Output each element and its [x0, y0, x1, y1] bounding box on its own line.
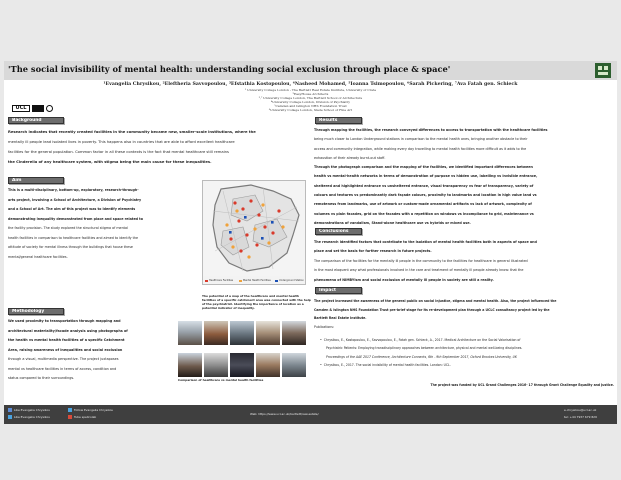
- facility-photo: [256, 353, 280, 377]
- section-heading-methodology: Methodology: [8, 308, 64, 315]
- facility-photo: [204, 353, 228, 377]
- footer-link[interactable]: Like Evangelia Chrysikou: [14, 415, 50, 419]
- publication-item-cont: Proceedings of the AAE 2017 Conference, Architecture Connects, 6th - 9th September 2017, Oxford Brookes University, UK: [326, 354, 517, 359]
- facility-photo: [230, 321, 254, 345]
- impact-text: [314, 297, 614, 331]
- publication-item: • Chrysikou, E., 2017. The social invisibility of mental health facilities. London: UCL.: [320, 363, 451, 368]
- text-line: mental vs healthcare facilities in terms of access, condition and: [8, 366, 117, 371]
- facility-photo: [230, 353, 254, 377]
- text-line: health facilities in comparison to healthcare facilities and aimed to identify the: [8, 235, 139, 240]
- affiliation-line: ¹ University College London - The Bartlett Real Estate Institute, University of Crete: [244, 88, 377, 92]
- footer-email[interactable]: e.chrysikou@ucl.ac.uk: [564, 408, 597, 412]
- text-line: Area, raising awareness of inequalities and social exclusion: [8, 347, 123, 352]
- partner-logo-round: [46, 105, 53, 112]
- twitter-icon: [68, 408, 72, 412]
- legend-item: Healthcare Facilities: [205, 279, 233, 282]
- footer-url[interactable]: Web: https://www.ucl.ac.uk/bartlett/real-estate/: [250, 412, 319, 416]
- publications-list: [320, 336, 614, 370]
- text-line: sheltered and highlighted entrance vs unsheltered entrance, visual transparency vs fear of transparency, variety of: [314, 183, 534, 188]
- section-heading-background: Background: [8, 117, 64, 124]
- legend-item: Underground Station: [275, 279, 304, 282]
- methodology-text: [8, 317, 174, 384]
- text-line: demonstrations of vandalism, Stand-alone healthcare use vs hybrids or mixed use.: [314, 220, 471, 225]
- text-line: colours and textures vs predominantly dark façade colours, proximity to landmarks and location in high value land vs: [314, 193, 537, 198]
- text-line: This is a multi-disciplinary, bottom-up, exploratory, research-through-: [8, 188, 139, 192]
- facility-photo: [282, 321, 306, 345]
- poster-title: 'The social invisibility of mental health: understanding social exclusion through place & space': [8, 64, 451, 74]
- text-line: The research identified factors that contribute to the isolation of mental health facilities both in aspects of space and: [314, 240, 537, 244]
- funding-note: The project was funded by UCL Grand Challenges 2016- 17 through Grant Challenge Equality and Justice.: [430, 383, 614, 387]
- ucl-logo: UCL: [12, 105, 30, 112]
- institution-logo: [595, 63, 611, 78]
- aim-text: [8, 186, 196, 262]
- text-line: place and set the basis for further research in future projects.: [314, 249, 432, 254]
- facility-photo: [282, 353, 306, 377]
- section-heading-results: Results: [315, 117, 362, 124]
- publication-item-cont: Psychiatric Patients: Employing transdisciplinary approaches between architecture, physical and mental well-being disciplines.: [326, 346, 523, 351]
- background-text: [8, 127, 308, 167]
- poster: [4, 61, 617, 424]
- text-line: status compared to their surroundings.: [8, 376, 75, 380]
- text-line: mentally ill people lead isolated lives in poverty. This happens also in countries that are able to afford excellent healthcare: [8, 140, 235, 144]
- text-line: the Cinderella of any healthcare system, with stigma being the main cause for these inequalities.: [8, 160, 212, 164]
- text-line: Research indicates that recently created facilities in the community became new, smaller-scale institutions, where the: [8, 130, 256, 134]
- affiliation-line: ²EasyHouse Architects: [292, 92, 329, 96]
- publications-label: Publications:: [314, 324, 334, 329]
- facility-photo: [178, 353, 202, 377]
- facility-photo: [256, 321, 280, 345]
- poster-footer: [4, 405, 617, 424]
- publication-item: • Chrysikou, E., Kostopoulou, E., Savvopoulou, E., Fatah gen. Schieck, A., 2017. Medical Architecture on the Social Valorisation of: [320, 338, 521, 342]
- text-line: facilities for the general population. Common factor in all these contexts is the fact that mental healthcare still remains: [8, 150, 229, 154]
- footer-link[interactable]: Like Evangelia Chrysikou: [14, 408, 50, 412]
- text-line: attitude of society for mental illness through the buildings that house these: [8, 245, 133, 249]
- photos-caption: Comparison of healthcare vs mental health facilities: [178, 378, 264, 382]
- twitter-icon: [8, 415, 12, 419]
- map-caption: The potential of a map of the healthcare and mental health facilities of a specific catchment area was connected with the help of the psychiatrist. Identifying the importance of location as a potential indicator of inequality.: [202, 294, 311, 310]
- section-heading-impact: Impact: [315, 287, 362, 294]
- text-line: Through the photograph comparison and the mapping of the facilities, we identified important differences between: [314, 165, 533, 170]
- text-line: Through mapping the facilities, the research conveyed differences to access to transportation with the healthcare facilities: [314, 128, 548, 132]
- affiliation-line: ⁵Camden and Islington NHS Foundation Trust: [274, 104, 347, 108]
- text-line: phenomena of NIMBYism and social exclusion of mentally ill people in society are still a reality.: [314, 277, 494, 282]
- section-heading-conclusions: Conclusions: [315, 228, 362, 235]
- facebook-icon: [8, 408, 12, 412]
- text-line: access and community integration, while making every day travelling to mental health facilities more difficult as it adds to the: [314, 146, 527, 151]
- map-legend: [203, 276, 306, 285]
- footer-link[interactable]: Follow Evangelia Chrysikou: [74, 408, 114, 412]
- facility-photo: [204, 321, 228, 345]
- text-line: The comparison of the facilities for the mentally ill people in the community to the facilities for healthcare in general illustrated: [314, 258, 528, 263]
- facility-photo: [178, 321, 202, 345]
- text-line: mental/general healthcare facilities.: [8, 254, 68, 259]
- text-line: in the most eloquent way what professionals involved in the care and treatment of mentally ill people already know: that the: [314, 268, 524, 273]
- text-line: volumes vs plain facades, grid on the facades with a repetition on windows vs incompliance to grid, maintenance vs: [314, 211, 534, 216]
- text-line: and a School of Art. The aim of this project was to identify elements: [8, 207, 136, 211]
- affiliation-line: ⁶University College London, Slade School of Fine Art: [268, 108, 353, 112]
- footer-link[interactable]: Tube spellcolab: [74, 415, 97, 419]
- section-heading-aim: Aim: [8, 177, 64, 184]
- footer-phone: tel: +44 7937 679 829: [564, 415, 597, 419]
- text-line: We used proximity to transportation through mapping and: [8, 319, 121, 323]
- conclusions-text: [314, 238, 614, 285]
- text-line: remoteness from landmarks, use of artwork or custom-made ornamental artifacts vs lack of artwork, complexity of: [314, 202, 532, 207]
- facilities-map: [202, 180, 306, 285]
- youtube-icon: [68, 415, 72, 419]
- text-line: arts project, involving a School of Architecture, a Division of Psychiatry: [8, 197, 142, 202]
- text-line: Camden & Islington NHS Foundation Trust pre-brief stage for its re-development plan through a UCLC consultancy project led by the: [314, 307, 550, 312]
- text-line: being much closer to London Underground stations in comparison to the mental health ones, bringing another obstacle to their: [314, 137, 528, 142]
- text-line: through a visual, multimedia perspective. The project juxtaposes: [8, 357, 119, 361]
- affiliation-line: ⁴University College London, Division of Psychiatry: [271, 100, 350, 104]
- text-line: demonstrating inequality demonstrated from place and space related to: [8, 216, 144, 221]
- results-text: [314, 126, 614, 228]
- affiliation-line: ³,⁷ University College London, The Bartlett School of Architecture: [258, 96, 363, 100]
- text-line: The project increased the awareness of the general public on social injustice, stigma and mental health. Also, the project influenced the: [314, 299, 557, 303]
- title-bar: [4, 61, 617, 80]
- partner-logo: [32, 105, 44, 112]
- text-line: health vs mental-health networks in terms of demonstration of purpose vs hidden use, labelling vs invisible entrance,: [314, 174, 538, 179]
- text-line: the facility provision. The study explored the structural stigma of mental: [8, 226, 128, 230]
- text-line: Bartlett Real Estate Institute.: [314, 316, 367, 321]
- legend-item: Mental Health Facilities: [239, 279, 271, 282]
- authors: ¹Evangelia Chrysikou, ²Eleftheria Savvopoulou, ³Efstathia Kostopoulou, ⁴Nasheed Mohamed, ⁵Ioanna Tsimopoulou, ⁶Sarah Pickering, ⁷Ava Fatah gen. Schieck: [103, 82, 518, 87]
- text-line: the health vs mental health facilities of a specific Catchment: [8, 338, 125, 342]
- text-line: exhaustion of their already burnt-out staff.: [314, 155, 386, 160]
- text-line: architectural materiality/facade analysis using photographs of: [8, 328, 128, 333]
